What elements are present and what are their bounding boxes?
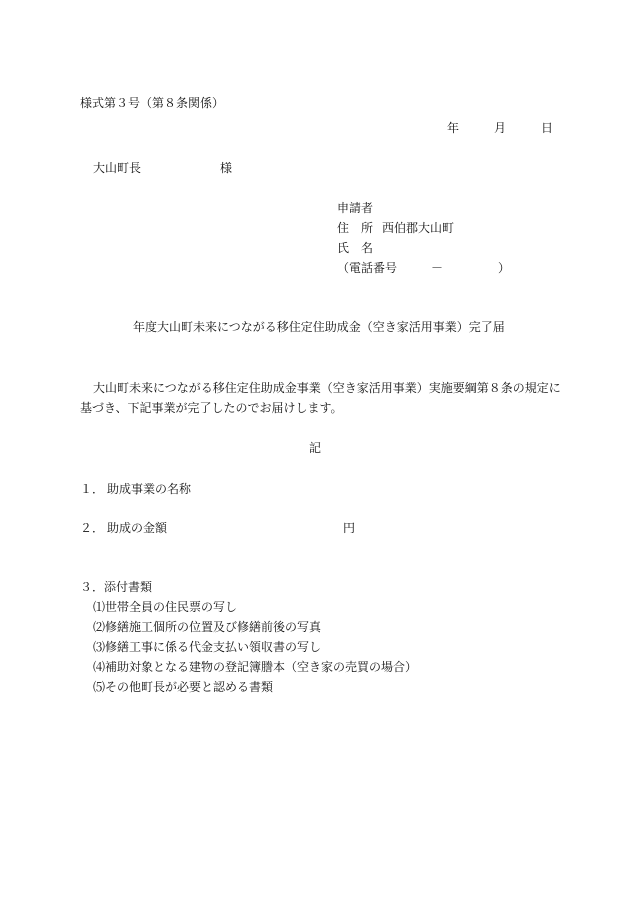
item-3-heading: ３．添付書類 [80, 580, 153, 594]
item-2-label: 助成の金額 [107, 521, 168, 535]
phone-label: （電話番号 [337, 261, 398, 275]
attachment-item: ⑴世帯全員の住民票の写し [93, 600, 238, 614]
attachment-item: ⑸その他町長が必要と認める書類 [93, 680, 274, 694]
attachment-item: ⑷補助対象となる建物の登記簿謄本（空き家の売買の場合） [93, 660, 418, 674]
phone-separator: － [431, 261, 444, 275]
attachment-item: ⑶修繕工事に係る代金支払い領収書の写し [93, 640, 322, 654]
date-month-label: 月 [494, 121, 507, 135]
item-1-label: 助成事業の名称 [107, 482, 192, 496]
document-title: 年度大山町未来につながる移住定住助成金（空き家活用事業）完了届 [133, 320, 505, 334]
address-label: 住 所 [337, 221, 374, 235]
body-text-line-1: 大山町未来につながる移住定住助成金事業（空き家活用事業）実施要綱第８条の規定に [93, 381, 561, 395]
item-2-unit: 円 [343, 521, 356, 535]
date-year-label: 年 [447, 121, 460, 135]
phone-close-paren: ） [498, 261, 511, 275]
applicant-label: 申請者 [337, 201, 374, 215]
addressee-honorific: 様 [220, 161, 233, 175]
date-day-label: 日 [541, 121, 554, 135]
body-text-line-2: 基づき、下記事業が完了したのでお届けします。 [80, 401, 343, 415]
form-number: 様式第３号（第８条関係） [80, 96, 225, 110]
item-2-number: ２． [80, 521, 105, 535]
item-1-number: １． [80, 482, 105, 496]
ki-heading: 記 [309, 441, 322, 455]
address-value: 西伯郡大山町 [382, 221, 455, 235]
attachment-item: ⑵修繕施工個所の位置及び修繕前後の写真 [93, 620, 322, 634]
name-label: 氏 名 [337, 241, 374, 255]
addressee: 大山町長 [93, 161, 142, 175]
